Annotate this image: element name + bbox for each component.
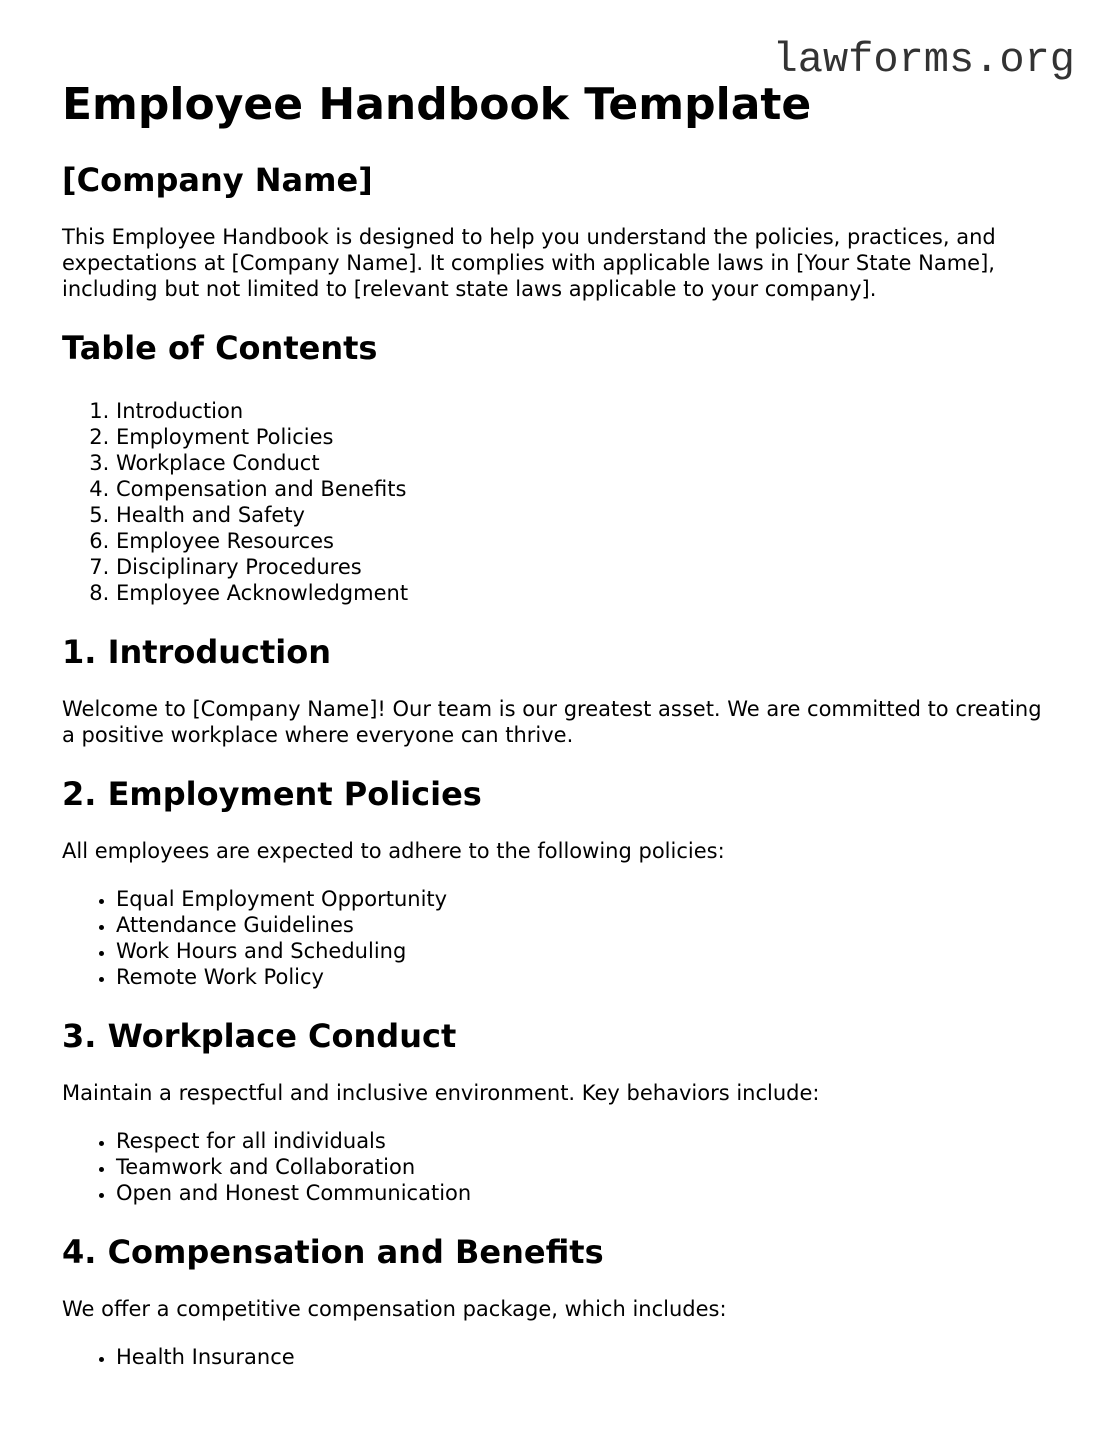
list-item: • Attendance Guidelines bbox=[116, 912, 1052, 938]
toc-item-employment-policies: 2. Employment Policies bbox=[116, 424, 1052, 450]
section-introduction-text: Welcome to [Company Name]! Our team is our greatest asset. We are committed to creating a positive workplace where everyone can thrive. bbox=[62, 697, 1042, 747]
list-item: • Open and Honest Communication bbox=[116, 1180, 1052, 1206]
toc-item-acknowledgment: 8. Employee Acknowledgment bbox=[116, 580, 1052, 606]
toc-item-workplace-conduct: 3. Workplace Conduct bbox=[116, 450, 1052, 476]
document-title: Employee Handbook Template bbox=[62, 79, 812, 130]
list-item: • Health Insurance bbox=[116, 1344, 1052, 1370]
section-employment-policies-heading: 2. Employment Policies bbox=[62, 775, 482, 813]
list-item: • Equal Employment Opportunity bbox=[116, 886, 1052, 912]
toc-item-health-safety: 5. Health and Safety bbox=[116, 502, 1052, 528]
section-compensation-text: We offer a competitive compensation package, which includes: bbox=[62, 1297, 727, 1321]
section-workplace-conduct-text: Maintain a respectful and inclusive environment. Key behaviors include: bbox=[62, 1081, 820, 1105]
section-introduction-heading: 1. Introduction bbox=[62, 633, 331, 671]
site-watermark: lawforms.org bbox=[772, 36, 1075, 84]
toc-heading: Table of Contents bbox=[62, 329, 378, 367]
list-item: • Remote Work Policy bbox=[116, 964, 1052, 990]
toc-item-disciplinary: 7. Disciplinary Procedures bbox=[116, 554, 1052, 580]
list-item: • Teamwork and Collaboration bbox=[116, 1154, 1052, 1180]
section-employment-policies-text: All employees are expected to adhere to the following policies: bbox=[62, 839, 725, 863]
list-item: • Respect for all individuals bbox=[116, 1128, 1052, 1154]
toc-item-employee-resources: 6. Employee Resources bbox=[116, 528, 1052, 554]
compensation-list bbox=[62, 1344, 1052, 1370]
company-name-heading: [Company Name] bbox=[62, 161, 373, 199]
intro-paragraph: This Employee Handbook is designed to help you understand the policies, practices, and expectations at [Company Name]. It complies with applicable laws in [Your State Name], including but not limited to [relevant state laws applicable to your company]. bbox=[62, 225, 996, 301]
toc-item-introduction: 1. Introduction bbox=[116, 398, 1052, 424]
section-workplace-conduct-heading: 3. Workplace Conduct bbox=[62, 1017, 457, 1055]
employment-policies-list bbox=[62, 886, 1052, 990]
document-page bbox=[62, 78, 1052, 1370]
list-item: • Work Hours and Scheduling bbox=[116, 938, 1052, 964]
workplace-conduct-list bbox=[62, 1128, 1052, 1206]
section-compensation-heading: 4. Compensation and Benefits bbox=[62, 1233, 604, 1271]
toc-item-compensation: 4. Compensation and Benefits bbox=[116, 476, 1052, 502]
table-of-contents bbox=[62, 398, 1052, 606]
